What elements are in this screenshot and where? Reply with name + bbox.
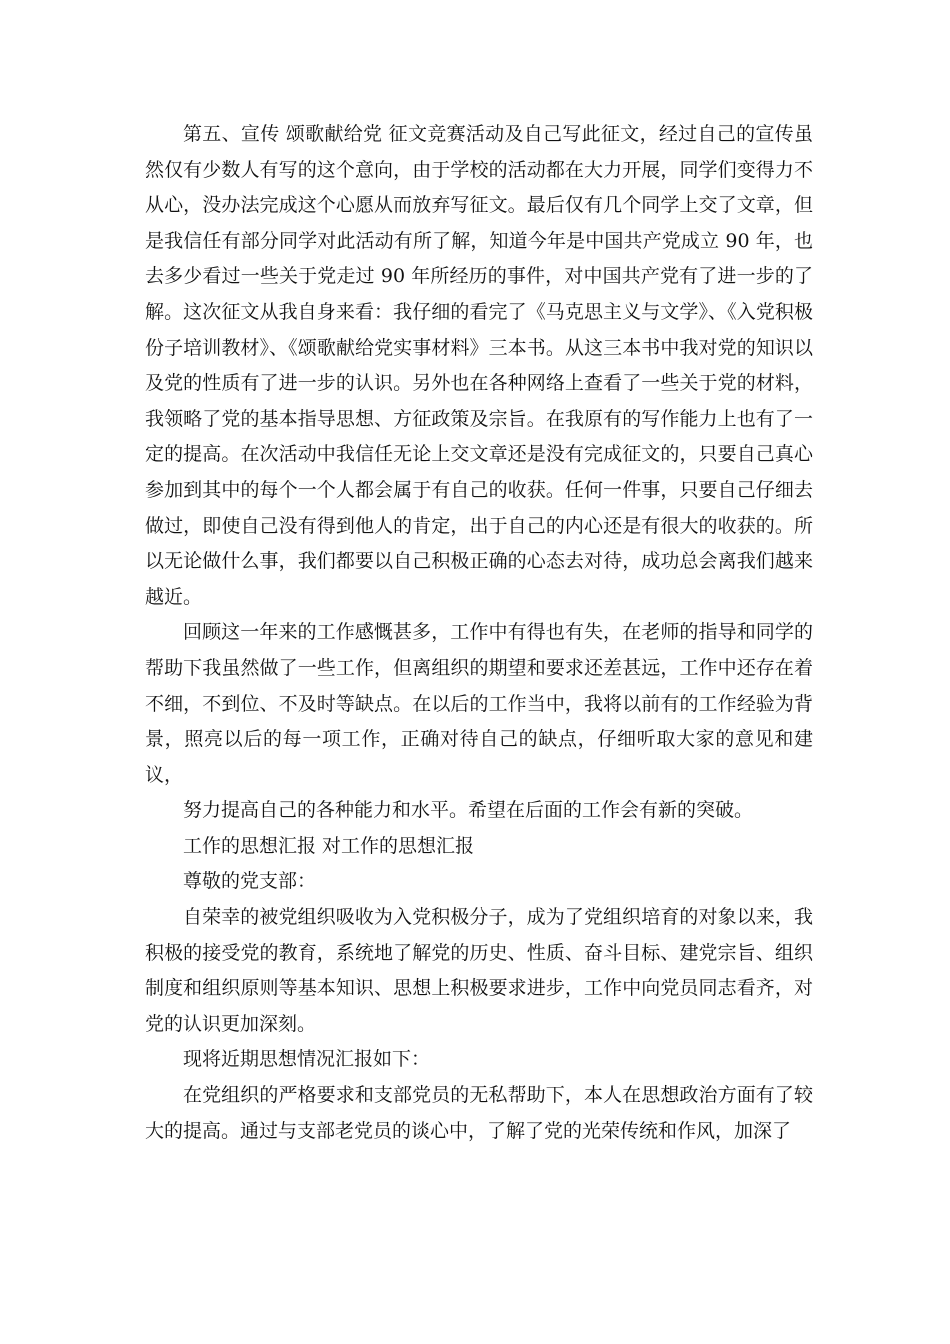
paragraph-report-intro: 现将近期思想情况汇报如下：: [183, 1048, 431, 1071]
document-body: [145, 117, 813, 1149]
paragraph-political-progress: 在党组织的严格要求和支部党员的无私帮助下，本人在思想政治方面有了较大的提高。通过与支部老党员的谈心中，了解了党的光荣传统和作风，加深了: [145, 1084, 813, 1142]
paragraph-essay-contest: 第五、宣传 颂歌献给党 征文竞赛活动及自己写此征文，经过自己的宣传虽然仅有少数人有写的这个意向，由于学校的活动都在大力开展，同学们变得力不从心，没办法完成这个心愿从而放弃写征文。最后仅有几个同学上交了文章，但是我信任有部分同学对此活动有所了解，知道今年是中国共产党成立 90 年，也去多少看过一些关于党走过 90 年所经历的事件，对中国共产党有了进一步的了解。这次征文从我自身来看：我仔细的看完了《马克思主义与文学》、《入党积极份子培训教材》、《颂歌献给党实事材料》三本书。从这三本书中我对党的知识以及党的性质有了进一步的认识。另外也在各种网络上查看了一些关于党的材料，我领略了党的基本指导思想、方征政策及宗旨。在我原有的写作能力上也有了一定的提高。在次活动中我信任无论上交文章还是没有完成征文的，只要自己真心参加到其中的每个一个人都会属于有自己的收获。任何一件事，只要自己仔细去做过，即使自己没有得到他人的肯定，出于自己的内心还是有很大的收获的。所以无论做什么事，我们都要以自己积极正确的心态去对待，成功总会离我们越来越近。: [145, 123, 813, 608]
paragraph-improvement: 努力提高自己的各种能力和水平。希望在后面的工作会有新的突破。: [183, 799, 754, 822]
report-title: 工作的思想汇报 对工作的思想汇报: [183, 834, 475, 857]
salutation: 尊敬的党支部：: [183, 870, 317, 893]
paragraph-year-review: 回顾这一年来的工作感慨甚多，工作中有得也有失，在老师的指导和同学的帮助下我虽然做了一些工作，但离组织的期望和要求还差甚远，工作中还存在着不细，不到位、不及时等缺点。在以后的工作当中，我将以前有的工作经验为背景，照亮以后的每一项工作，正确对待自己的缺点，仔细听取大家的意见和建议，: [145, 621, 813, 786]
paragraph-activist: 自荣幸的被党组织吸收为入党积极分子，成为了党组织培育的对象以来，我积极的接受党的教育，系统地了解党的历史、性质、奋斗目标、建党宗旨、组织制度和组织原则等基本知识、思想上积极要求进步，工作中向党员同志看齐，对党的认识更加深刻。: [145, 906, 813, 1035]
